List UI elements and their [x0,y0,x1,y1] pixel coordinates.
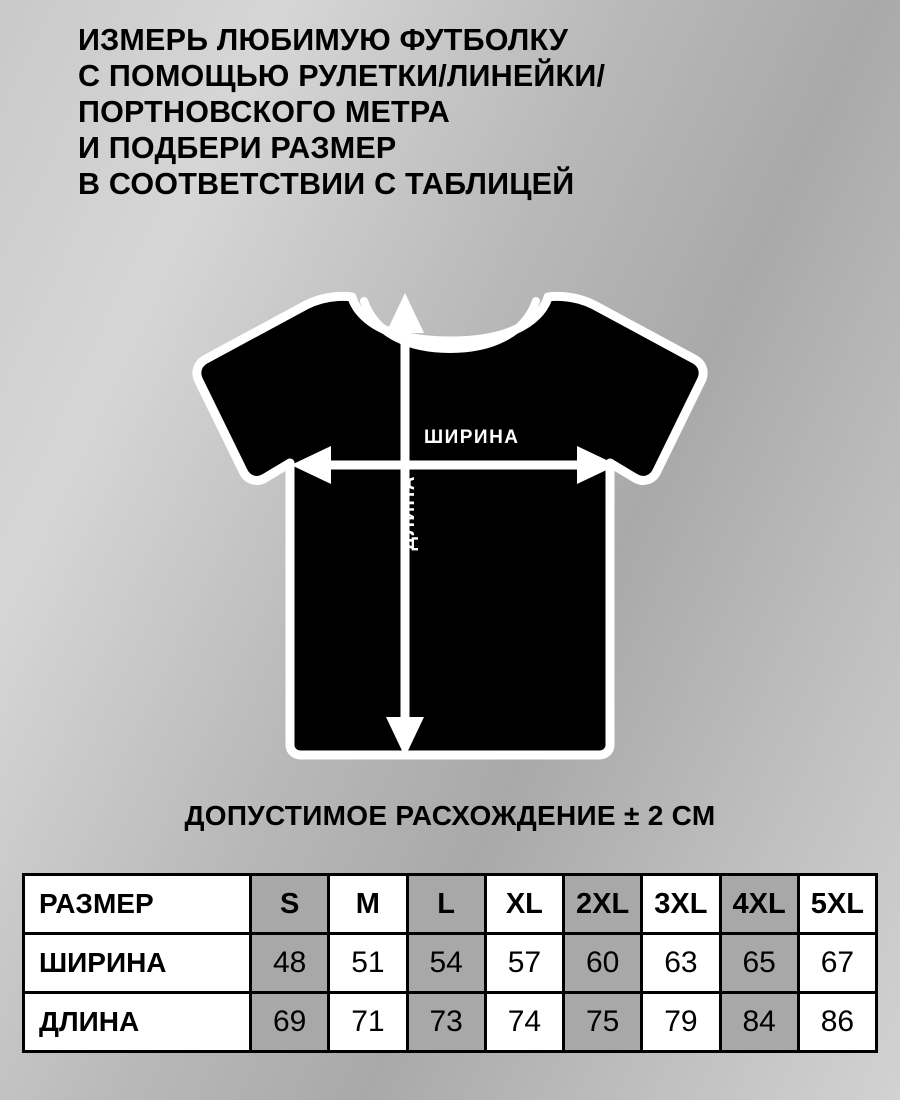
cell-width-l: 54 [407,934,485,993]
cell-length-4xl: 84 [720,993,798,1052]
heading-line-2: С ПОМОЩЬЮ РУЛЕТКИ/ЛИНЕЙКИ/ [78,59,606,93]
cell-width-2xl: 60 [564,934,642,993]
cell-length-xl: 74 [485,993,563,1052]
heading-line-1: ИЗМЕРЬ ЛЮБИМУЮ ФУТБОЛКУ [78,23,569,57]
row-header-length: ДЛИНА [24,993,251,1052]
cell-size-2xl: 2XL [564,875,642,934]
width-dimension-label: ШИРИНА [424,427,520,448]
cell-length-5xl: 86 [798,993,876,1052]
cell-size-m: M [329,875,407,934]
heading-line-4: И ПОДБЕРИ РАЗМЕР [78,131,397,165]
cell-size-xl: XL [485,875,563,934]
cell-length-2xl: 75 [564,993,642,1052]
tshirt-illustration [0,275,900,775]
cell-size-s: S [251,875,329,934]
row-header-width: ШИРИНА [24,934,251,993]
cell-size-5xl: 5XL [798,875,876,934]
cell-length-s: 69 [251,993,329,1052]
cell-length-l: 73 [407,993,485,1052]
tshirt-diagram [0,275,900,775]
size-table [22,873,878,1053]
row-header-size: РАЗМЕР [24,875,251,934]
heading-line-5: В СООТВЕТСТВИИ С ТАБЛИЦЕЙ [78,167,575,201]
tolerance-note: ДОПУСТИМОЕ РАСХОЖДЕНИЕ ± 2 СМ [184,800,716,831]
length-dimension-label: ДЛИНА [398,475,419,551]
cell-length-m: 71 [329,993,407,1052]
cell-width-m: 51 [329,934,407,993]
cell-length-3xl: 79 [642,993,720,1052]
table-row-width [24,934,877,993]
tshirt-shape [197,296,703,755]
cell-width-4xl: 65 [720,934,798,993]
cell-size-4xl: 4XL [720,875,798,934]
instruction-heading [78,22,858,202]
cell-size-l: L [407,875,485,934]
table-row-length [24,993,877,1052]
cell-width-s: 48 [251,934,329,993]
cell-width-xl: 57 [485,934,563,993]
table-row-size [24,875,877,934]
cell-width-5xl: 67 [798,934,876,993]
heading-line-3: ПОРТНОВСКОГО МЕТРА [78,95,450,129]
cell-width-3xl: 63 [642,934,720,993]
cell-size-3xl: 3XL [642,875,720,934]
